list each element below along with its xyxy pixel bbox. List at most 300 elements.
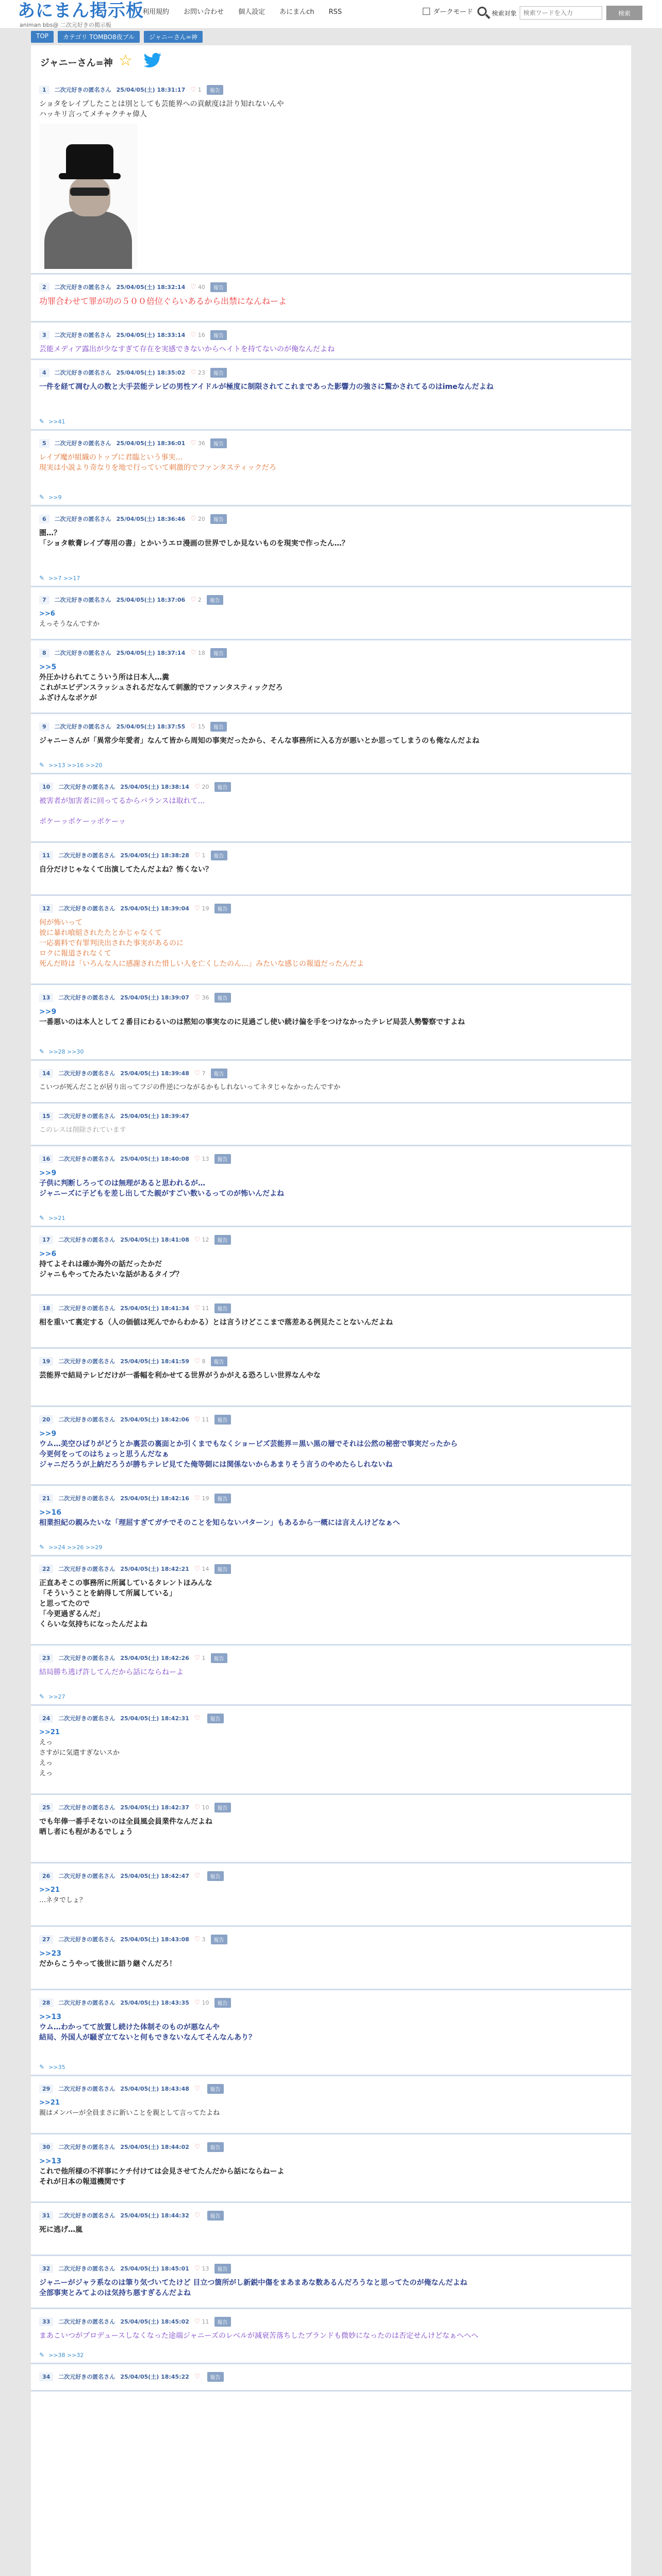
post-header	[39, 1356, 623, 1366]
post-line: 被害者が加害者に回ってるからバランスは取れて…	[39, 797, 205, 805]
post-timestamp: 25/04/05(土) 18:45:02	[120, 2318, 189, 2325]
reply-anchor[interactable]: >>9	[39, 1430, 57, 1438]
post-body	[39, 865, 623, 890]
like-button[interactable]	[194, 852, 206, 859]
post-body	[39, 2156, 623, 2197]
pencil-icon[interactable]: ✎	[39, 494, 45, 501]
like-button[interactable]	[194, 1304, 209, 1312]
like-count: 15	[197, 723, 205, 730]
like-count: 36	[197, 439, 205, 447]
post-body	[39, 1007, 623, 1027]
report-button[interactable]: 報告	[214, 904, 231, 913]
post-timestamp: 25/04/05(土) 18:42:06	[120, 1416, 189, 1423]
post	[31, 2203, 631, 2256]
post-timestamp: 25/04/05(土) 18:45:01	[120, 2265, 189, 2272]
post-number[interactable]: 6	[39, 515, 49, 523]
site-header	[0, 0, 662, 29]
post-number[interactable]: 3	[39, 331, 49, 340]
poster-name: 二次元好きの匿名さん	[58, 2374, 115, 2380]
like-count: 12	[202, 1236, 209, 1243]
post	[31, 1104, 631, 1146]
post-number[interactable]: 18	[39, 1304, 53, 1313]
post-number[interactable]: 13	[39, 993, 53, 1002]
report-button[interactable]: 報告	[210, 282, 227, 292]
like-button[interactable]	[194, 1070, 206, 1077]
report-button[interactable]: 報告	[207, 85, 223, 95]
like-button[interactable]	[194, 1872, 202, 1880]
report-button[interactable]: 報告	[211, 1653, 227, 1663]
heart-icon: ♡	[194, 993, 201, 1002]
nav-terms[interactable]: 利用規約	[142, 8, 170, 16]
poster-name: 二次元好きの匿名さん	[58, 2086, 115, 2092]
reply-links[interactable]: >>24 >>26 >>29	[48, 1544, 103, 1551]
reply-links[interactable]: >>21	[48, 1214, 65, 1222]
post-timestamp: 25/04/05(土) 18:37:14	[116, 650, 186, 656]
heart-icon: ♡	[190, 283, 196, 291]
like-count: 7	[202, 1070, 206, 1077]
post-header	[39, 2083, 623, 2094]
post-line: 全部事実とみてよのは気持ち悪すぎるんだよね	[39, 2289, 191, 2297]
site-logo[interactable]	[18, 1, 144, 29]
like-button[interactable]	[194, 1715, 202, 1722]
reply-anchor[interactable]: >>16	[39, 1509, 61, 1517]
poster-name: 二次元好きの匿名さん	[54, 332, 111, 338]
post	[31, 896, 631, 985]
heart-icon: ♡	[194, 1872, 201, 1880]
post	[31, 2364, 631, 2392]
post-line	[39, 806, 623, 817]
post-line: 「ショタ軟膏レイプ専用の書」とかいうエロ漫画の世界でしか見ないものを現実で作ったん…？	[39, 539, 349, 548]
heart-icon: ♡	[194, 1155, 201, 1163]
reply-anchor[interactable]: >>6	[39, 1250, 57, 1258]
thread-title: ジャニーさん=神	[40, 58, 113, 69]
report-button[interactable]: 報告	[207, 1871, 224, 1881]
report-button[interactable]: 報告	[214, 1415, 231, 1425]
heart-icon: ♡	[194, 1494, 201, 1502]
post-line: こいつが死んだことが居り出ってフジの件逆につながるかもしれないってネタじゃなかったんですか	[39, 1083, 341, 1091]
heart-icon: ♡	[194, 2084, 201, 2093]
post-number[interactable]: 5	[39, 439, 49, 448]
reply-links[interactable]: >>38 >>32	[48, 2351, 84, 2359]
breadcrumb	[31, 31, 203, 43]
report-button[interactable]: 報告	[207, 2211, 224, 2221]
poster-name: 二次元好きの匿名さん	[58, 1305, 115, 1312]
post-number[interactable]: 28	[39, 1998, 53, 2007]
like-button[interactable]	[190, 515, 205, 523]
nav-contact[interactable]: お問い合わせ	[184, 8, 224, 16]
like-button[interactable]	[194, 1654, 206, 1662]
reply-anchor[interactable]: >>21	[39, 1728, 60, 1736]
post-line: 何が怖いって	[39, 919, 82, 927]
heart-icon: ♡	[194, 783, 201, 791]
heart-icon: ♡	[194, 2143, 201, 2151]
like-button[interactable]	[194, 1804, 209, 1811]
poster-name: 二次元好きの匿名さん	[58, 1358, 115, 1365]
heart-icon: ♡	[190, 368, 196, 377]
report-button[interactable]: 報告	[214, 1803, 231, 1812]
logo-title[interactable]: あにまん掲示板	[18, 1, 144, 21]
report-button[interactable]: 報告	[211, 1357, 227, 1366]
heart-icon: ♡	[194, 1069, 201, 1077]
reply-links[interactable]: >>9	[48, 494, 62, 501]
poster-name: 二次元好きの匿名さん	[58, 1804, 115, 1811]
poster-name: 二次元好きの匿名さん	[58, 784, 115, 790]
post-number[interactable]: 12	[39, 904, 53, 913]
reply-links[interactable]: >>41	[48, 418, 65, 425]
post-header	[39, 2142, 623, 2152]
post-timestamp: 25/04/05(土) 18:42:26	[120, 1655, 189, 1662]
post-line: ハッキリ言ってメチャクチャ偉人	[39, 110, 147, 118]
like-button[interactable]	[190, 596, 202, 604]
post	[31, 1706, 631, 1795]
report-button[interactable]: 報告	[207, 2084, 224, 2094]
post-footer	[39, 1214, 623, 1222]
post-timestamp: 25/04/05(土) 18:36:01	[116, 440, 186, 447]
report-button[interactable]: 報告	[207, 2372, 224, 2382]
like-button[interactable]	[190, 331, 205, 339]
post-line: 自分だけじゃなくて出演してたんだよね？怖くない？	[39, 866, 212, 874]
post-number[interactable]: 15	[39, 1112, 53, 1121]
post-body	[39, 382, 623, 392]
post	[31, 506, 631, 587]
post-line: 相を重いて裏定する（人の価値は死んでからわかる）とは言うけどここまで落差ある例見たことないんだよね	[39, 1318, 393, 1327]
post-timestamp: 25/04/05(土) 18:39:04	[120, 905, 189, 912]
reply-anchor[interactable]: >>13	[39, 2157, 61, 2165]
post-timestamp: 25/04/05(土) 18:44:02	[120, 2144, 189, 2150]
like-button[interactable]	[194, 2318, 209, 2326]
post-header	[39, 514, 623, 524]
heart-icon: ♡	[190, 439, 196, 447]
reply-anchor[interactable]: >>13	[39, 2013, 61, 2021]
like-count: 20	[197, 515, 205, 522]
report-button[interactable]: 報告	[214, 1154, 231, 1164]
post-number[interactable]: 29	[39, 2084, 53, 2093]
post-body	[39, 2331, 623, 2341]
reply-anchor[interactable]: >>6	[39, 610, 55, 618]
post-number[interactable]: 24	[39, 1714, 53, 1723]
thread-main	[31, 45, 631, 2576]
like-count: 36	[202, 994, 209, 1001]
like-button[interactable]	[190, 369, 205, 377]
post-header	[39, 903, 623, 913]
post-footer	[39, 2063, 623, 2071]
breadcrumb-top[interactable]: TOP	[31, 31, 54, 43]
pencil-icon[interactable]: ✎	[39, 1544, 45, 1551]
reply-anchor[interactable]: >>5	[39, 663, 57, 671]
like-button[interactable]	[194, 2373, 202, 2381]
poster-name: 二次元好きの匿名さん	[58, 2265, 115, 2272]
post-number[interactable]: 19	[39, 1357, 53, 1366]
post-timestamp: 25/04/05(土) 18:42:31	[120, 1715, 189, 1722]
post-number[interactable]: 23	[39, 1654, 53, 1663]
post-number[interactable]: 8	[39, 649, 49, 657]
report-button[interactable]: 報告	[214, 993, 231, 1003]
post-timestamp: 25/04/05(土) 18:31:17	[116, 87, 186, 93]
post-line: ウム…わかってて放置し続けた体制そのものが悪なんや	[39, 2023, 220, 2031]
like-button[interactable]	[194, 1155, 209, 1163]
poster-name: 二次元好きの匿名さん	[58, 852, 115, 859]
pencil-icon[interactable]: ✎	[39, 574, 45, 582]
poster-name: 二次元好きの匿名さん	[58, 2212, 115, 2219]
post-timestamp: 25/04/05(土) 18:45:22	[120, 2374, 189, 2380]
like-count: 40	[197, 283, 205, 291]
post-header	[39, 648, 623, 658]
like-count: 1	[202, 852, 206, 859]
reply-anchor[interactable]: >>21	[39, 1886, 60, 1894]
poster-name: 二次元好きの匿名さん	[58, 1236, 115, 1243]
pencil-icon[interactable]: ✎	[39, 2351, 45, 2359]
search-input[interactable]	[520, 6, 602, 20]
like-button[interactable]	[194, 1999, 209, 2007]
reply-anchor[interactable]: >>21	[39, 2099, 60, 2107]
pencil-icon[interactable]: ✎	[39, 1214, 45, 1222]
post-body	[39, 296, 623, 317]
post-number[interactable]: 17	[39, 1235, 53, 1244]
reply-links[interactable]: >>13 >>16 >>20	[48, 761, 103, 769]
breadcrumb-category[interactable]: カテゴリ TOMBO8夜ブル	[58, 31, 140, 43]
post-number[interactable]: 11	[39, 851, 53, 860]
post-line: 親はメンバーが全員まさに新いことを親として言ってたよね	[39, 2109, 220, 2117]
like-button[interactable]	[194, 1416, 209, 1423]
report-button[interactable]: 報告	[214, 782, 231, 792]
report-button[interactable]: 報告	[207, 595, 223, 605]
report-button[interactable]: 報告	[214, 1303, 231, 1313]
heart-icon: ♡	[190, 86, 196, 94]
post-number[interactable]: 34	[39, 2372, 53, 2381]
report-button[interactable]: 報告	[214, 2264, 231, 2274]
post-body	[39, 2098, 623, 2129]
poster-name: 二次元好きの匿名さん	[58, 1156, 115, 1162]
poster-name: 二次元好きの匿名さん	[58, 994, 115, 1001]
post-line: このレスは削除されています	[39, 1126, 126, 1134]
heart-icon: ♡	[190, 722, 196, 731]
search-button[interactable]: 検索	[606, 6, 642, 20]
post	[31, 1486, 631, 1556]
report-button[interactable]: 報告	[214, 1998, 231, 2008]
post-line: 一番悪いのは本人として２番目にわるいのは黙知の事実なのに見過ごし使い続け偏を手をつけなかったテレビ局芸人勢警察ですよね	[39, 1018, 465, 1026]
like-button[interactable]	[194, 1936, 206, 1943]
breadcrumb-thread[interactable]: ジャニーさん=神	[144, 31, 203, 43]
post-line: ジャニもやってたみたいな話があるタイプ？	[39, 1270, 184, 1279]
like-count: 11	[202, 1304, 209, 1312]
heart-icon: ♡	[194, 904, 201, 912]
report-button[interactable]: 報告	[210, 330, 227, 340]
post-line: 彼に暴れ喰組されたたとかじゃなくて	[39, 929, 162, 937]
reply-links[interactable]: >>7 >>17	[48, 574, 80, 582]
report-button[interactable]: 報告	[210, 722, 227, 732]
pencil-icon[interactable]: ✎	[39, 418, 45, 425]
thread-header	[31, 45, 631, 77]
poster-name: 二次元好きの匿名さん	[54, 284, 111, 291]
post-line: だからこうやって後世に語り継ぐんだろ！	[39, 1960, 176, 1968]
post-line: これがエビデンスラッシュされるだなんて刺激的でファンタスティックだろ	[39, 684, 283, 692]
like-button[interactable]	[194, 1495, 209, 1502]
twitter-bird-icon[interactable]	[143, 53, 162, 68]
star-icon[interactable]: ☆	[119, 52, 133, 70]
poster-name: 二次元好きの匿名さん	[58, 1715, 115, 1722]
heart-icon: ♡	[194, 1304, 201, 1312]
like-button[interactable]	[194, 2265, 209, 2273]
report-button[interactable]: 報告	[214, 2317, 231, 2327]
heart-icon: ♡	[194, 851, 201, 859]
post-number[interactable]: 16	[39, 1155, 53, 1163]
pencil-icon[interactable]: ✎	[39, 761, 45, 769]
like-button[interactable]	[194, 1358, 206, 1365]
post-timestamp: 25/04/05(土) 18:33:14	[116, 332, 186, 338]
poster-name: 二次元好きの匿名さん	[58, 1999, 115, 2006]
report-button[interactable]: 報告	[211, 851, 227, 860]
poster-name: 二次元好きの匿名さん	[54, 650, 111, 656]
like-count: 19	[202, 1495, 209, 1502]
like-count: 13	[202, 1155, 209, 1162]
like-count: 11	[202, 1416, 209, 1423]
post-line: ポケーッポケーッポケーッ	[39, 818, 126, 826]
like-button[interactable]	[194, 905, 209, 912]
post-number[interactable]: 10	[39, 783, 53, 791]
like-button[interactable]	[190, 723, 205, 731]
like-button[interactable]	[190, 439, 205, 447]
post-number[interactable]: 27	[39, 1935, 53, 1944]
nav-animanch[interactable]: あにまんch	[279, 8, 315, 16]
post-body	[39, 344, 623, 354]
report-button[interactable]: 報告	[210, 368, 227, 378]
report-button[interactable]: 報告	[210, 438, 227, 448]
poster-name: 二次元好きの匿名さん	[58, 2144, 115, 2150]
report-button[interactable]: 報告	[214, 1564, 231, 1574]
like-count: 2	[197, 596, 202, 603]
post	[31, 275, 631, 323]
post-line: 「そういうことを納得して所属している」	[39, 1589, 176, 1598]
post-number[interactable]: 22	[39, 1565, 53, 1573]
post-body	[39, 1370, 623, 1401]
pencil-icon[interactable]: ✎	[39, 1693, 45, 1700]
reply-anchor[interactable]: >>23	[39, 1950, 61, 1958]
post-header	[39, 1713, 623, 1723]
post-body	[39, 1727, 623, 1789]
dark-mode-checkbox[interactable]	[423, 8, 430, 15]
post-header	[39, 1653, 623, 1663]
post-body	[39, 99, 623, 120]
post-number[interactable]: 32	[39, 2264, 53, 2273]
post-image[interactable]	[39, 124, 137, 269]
post-number[interactable]: 2	[39, 283, 49, 292]
like-count: 10	[202, 1999, 209, 2006]
reply-anchor[interactable]: >>9	[39, 1008, 57, 1016]
nav-rss[interactable]: RSS	[328, 8, 342, 16]
like-count: 18	[197, 649, 205, 656]
like-button[interactable]	[194, 2143, 202, 2151]
post-number[interactable]: 1	[39, 86, 49, 94]
post-number[interactable]: 14	[39, 1069, 53, 1078]
report-button[interactable]: 報告	[210, 648, 227, 658]
report-button[interactable]: 報告	[211, 1069, 227, 1078]
post-timestamp: 25/04/05(土) 18:44:32	[120, 2212, 189, 2219]
reply-anchor[interactable]: >>9	[39, 1169, 57, 1177]
post-number[interactable]: 7	[39, 596, 49, 604]
report-button[interactable]: 報告	[214, 1235, 231, 1245]
like-count: 19	[202, 905, 209, 912]
post-line: くらいな気持ちになったんだよね	[39, 1620, 147, 1629]
post-number[interactable]: 9	[39, 722, 49, 731]
post-line: えっ	[39, 1739, 53, 1747]
reply-links[interactable]: >>35	[48, 2063, 65, 2071]
post-footer	[39, 1048, 623, 1055]
report-button[interactable]: 報告	[207, 1714, 224, 1723]
pencil-icon[interactable]: ✎	[39, 2063, 45, 2071]
report-button[interactable]: 報告	[214, 1494, 231, 1503]
post-footer	[39, 574, 623, 582]
heart-icon: ♡	[190, 649, 196, 657]
like-count: 23	[197, 369, 205, 376]
post-line: 外圧かけられてこういう所は日本人…糞	[39, 673, 169, 682]
post-timestamp: 25/04/05(土) 18:42:37	[120, 1804, 189, 1811]
report-button[interactable]: 報告	[207, 2142, 224, 2152]
like-button[interactable]	[190, 649, 205, 657]
search-target-label[interactable]: 検索対象	[492, 9, 517, 17]
pencil-icon[interactable]: ✎	[39, 1048, 45, 1055]
poster-name: 二次元好きの匿名さん	[58, 905, 115, 912]
post-body	[39, 918, 623, 979]
post-number[interactable]: 20	[39, 1415, 53, 1424]
post-body	[39, 1249, 623, 1290]
nav-settings[interactable]: 個人設定	[238, 8, 266, 16]
top-nav	[135, 7, 349, 18]
heart-icon: ♡	[194, 1654, 201, 1662]
post-body	[39, 662, 623, 708]
poster-name: 二次元好きの匿名さん	[58, 1936, 115, 1943]
post-body	[39, 1667, 623, 1677]
post-timestamp: 25/04/05(土) 18:41:59	[120, 1358, 189, 1365]
post	[31, 1927, 631, 1990]
post-number[interactable]: 33	[39, 2317, 53, 2326]
post-number[interactable]: 21	[39, 1494, 53, 1503]
reply-links[interactable]: >>28 >>30	[48, 1048, 84, 1055]
post-number[interactable]: 30	[39, 2143, 53, 2151]
post-header	[39, 1111, 623, 1121]
post-number[interactable]: 4	[39, 368, 49, 377]
like-button[interactable]	[194, 783, 209, 791]
heart-icon: ♡	[194, 1714, 201, 1722]
post-number[interactable]: 31	[39, 2211, 53, 2220]
post-number[interactable]: 26	[39, 1872, 53, 1880]
like-button[interactable]	[194, 1565, 209, 1573]
like-button[interactable]	[194, 2085, 202, 2093]
post-header	[39, 84, 623, 95]
post-line: …ネタでしょ？	[39, 1896, 87, 1904]
like-button[interactable]	[194, 2212, 202, 2219]
poster-name: 二次元好きの匿名さん	[54, 440, 111, 447]
post-timestamp: 25/04/05(土) 18:39:47	[120, 1113, 189, 1120]
post-body	[39, 796, 623, 837]
post-header	[39, 782, 623, 792]
post-line: レイプ魔が組織のトップに君臨という事実…	[39, 453, 183, 462]
post-timestamp: 25/04/05(土) 18:32:14	[116, 284, 186, 291]
like-button[interactable]	[194, 994, 209, 1002]
report-button[interactable]: 報告	[210, 514, 227, 524]
poster-name: 二次元好きの匿名さん	[54, 87, 111, 93]
post	[31, 1556, 631, 1646]
post-line: 結局勝ち逃げ許してんだから話にならねーよ	[39, 1668, 184, 1676]
dark-mode-toggle[interactable]	[423, 6, 473, 16]
post-header	[39, 1234, 623, 1245]
post-number[interactable]: 25	[39, 1803, 53, 1812]
reply-links[interactable]: >>27	[48, 1693, 65, 1700]
post-header	[39, 721, 623, 732]
like-button[interactable]	[194, 1236, 209, 1244]
like-button[interactable]	[190, 86, 202, 94]
like-button[interactable]	[190, 283, 205, 291]
report-button[interactable]: 報告	[211, 1935, 227, 1944]
